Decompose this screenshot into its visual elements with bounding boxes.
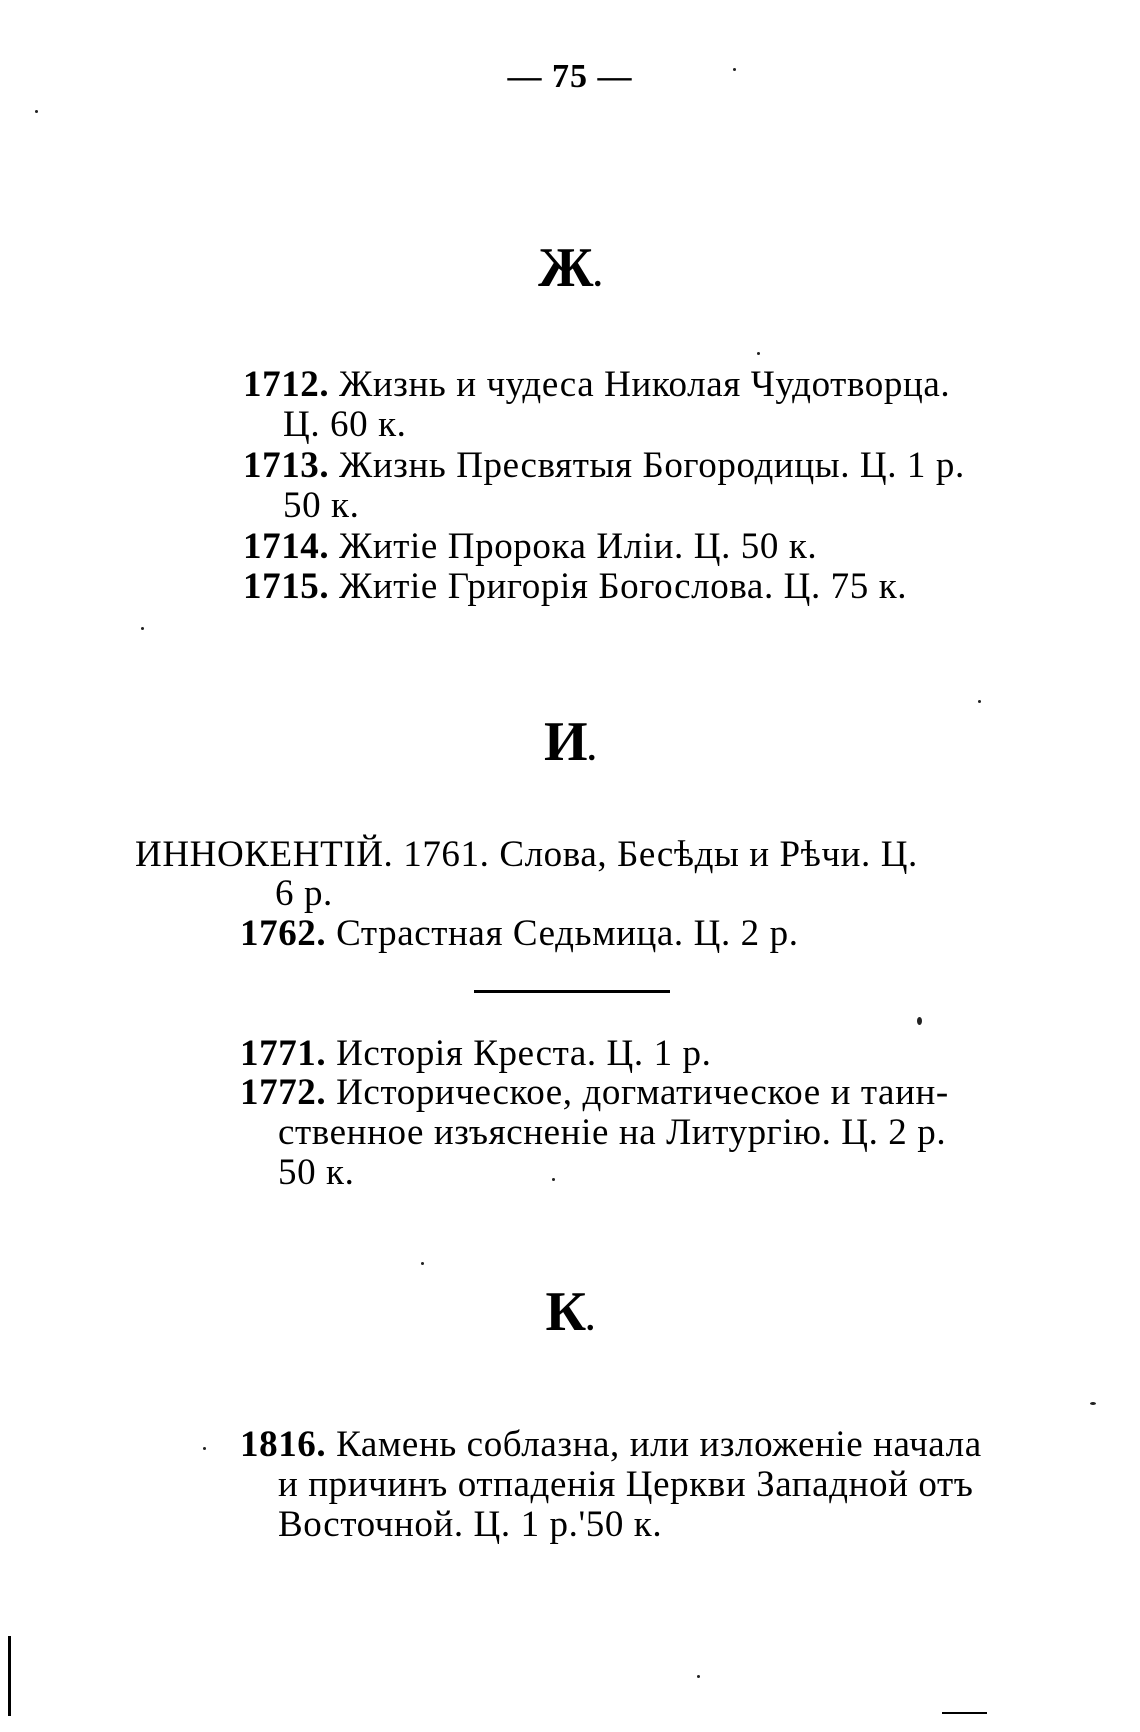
entry-line — [243, 365, 950, 405]
entry-continuation: Восточной. Ц. 1 р.'50 к. — [278, 1504, 663, 1545]
entry-line — [243, 446, 965, 486]
print-speck — [697, 1675, 700, 1678]
section-heading-zh — [0, 237, 1140, 299]
entry-title: Житіе Григорія Богослова. Ц. 75 к. — [329, 566, 908, 607]
entry-line — [240, 1425, 982, 1465]
entry-line: ИННОКЕНТІЙ. 1761. Слова, Бесѣды и Рѣчи. Ц. — [135, 834, 918, 875]
print-speck — [552, 1178, 555, 1181]
print-speck — [141, 627, 144, 630]
print-speck — [1090, 1402, 1096, 1405]
entry-number: 1714. — [243, 526, 330, 567]
section-letter-dot: . — [587, 731, 597, 768]
catalog-entry-1762 — [240, 914, 799, 954]
section-heading-k — [0, 1281, 1140, 1343]
scan-edge-mark — [8, 1636, 11, 1716]
entry-title: Исторія Креста. Ц. 1 р. — [326, 1033, 712, 1074]
entry-continuation: ственное изъясненіе на Литургію. Ц. 2 р. — [278, 1112, 947, 1153]
entry-number: 1762. — [240, 913, 327, 954]
entry-number: 1816. — [240, 1424, 327, 1465]
print-speck — [978, 700, 981, 703]
catalog-entry-1816 — [240, 1425, 982, 1465]
entry-number: 1771. — [240, 1033, 327, 1074]
catalog-entry-1715 — [243, 567, 907, 607]
catalog-entry-1772 — [240, 1073, 949, 1113]
section-letter: Ж — [538, 237, 594, 299]
separator-rule — [474, 990, 670, 993]
section-letter: И — [543, 711, 588, 773]
entry-title: Житіе Пророка Иліи. Ц. 50 к. — [329, 526, 818, 567]
entry-title: Жизнь и чудеса Николая Чудотворца. — [329, 364, 951, 405]
catalog-entry-1712 — [243, 365, 950, 405]
entry-line — [240, 1073, 949, 1113]
entry-title: Камень соблазна, или изложеніе начала — [326, 1424, 982, 1465]
section-letter: К — [545, 1281, 587, 1343]
catalog-entry-innokentiy-1761 — [135, 835, 918, 875]
entry-number: 1772. — [240, 1072, 327, 1113]
entry-line — [240, 914, 799, 954]
entry-number: 1713. — [243, 445, 330, 486]
entry-line — [240, 1034, 711, 1074]
scan-edge-mark — [942, 1712, 987, 1714]
entry-line — [243, 567, 907, 607]
catalog-entry-1713 — [243, 446, 965, 486]
entry-continuation: 50 к. — [283, 485, 360, 526]
page-number: — 75 — — [507, 58, 633, 95]
entry-title: Жизнь Пресвятыя Богородицы. Ц. 1 р. — [329, 445, 965, 486]
section-heading-i — [0, 711, 1140, 773]
entry-title: Страстная Седьмица. Ц. 2 р. — [326, 913, 799, 954]
catalog-entry-1771 — [240, 1034, 711, 1074]
entry-number: 1712. — [243, 364, 330, 405]
print-speck — [917, 1017, 922, 1025]
entry-continuation: 6 р. — [275, 873, 333, 914]
entry-continuation: и причинъ отпаденія Церкви Западной отъ — [278, 1464, 974, 1505]
print-speck — [203, 1447, 206, 1450]
entry-continuation: Ц. 60 к. — [283, 404, 407, 445]
print-speck — [733, 68, 736, 71]
section-letter-dot: . — [586, 1301, 595, 1338]
entry-title: Историческое, догматическое и таин- — [326, 1072, 949, 1113]
entry-continuation: 50 к. — [278, 1152, 355, 1193]
entry-number: 1715. — [243, 566, 330, 607]
print-speck — [421, 1262, 424, 1265]
print-speck — [757, 352, 760, 355]
section-letter-dot: . — [593, 257, 602, 294]
entry-line — [243, 527, 817, 567]
print-speck — [35, 110, 38, 113]
catalog-entry-1714 — [243, 527, 817, 567]
